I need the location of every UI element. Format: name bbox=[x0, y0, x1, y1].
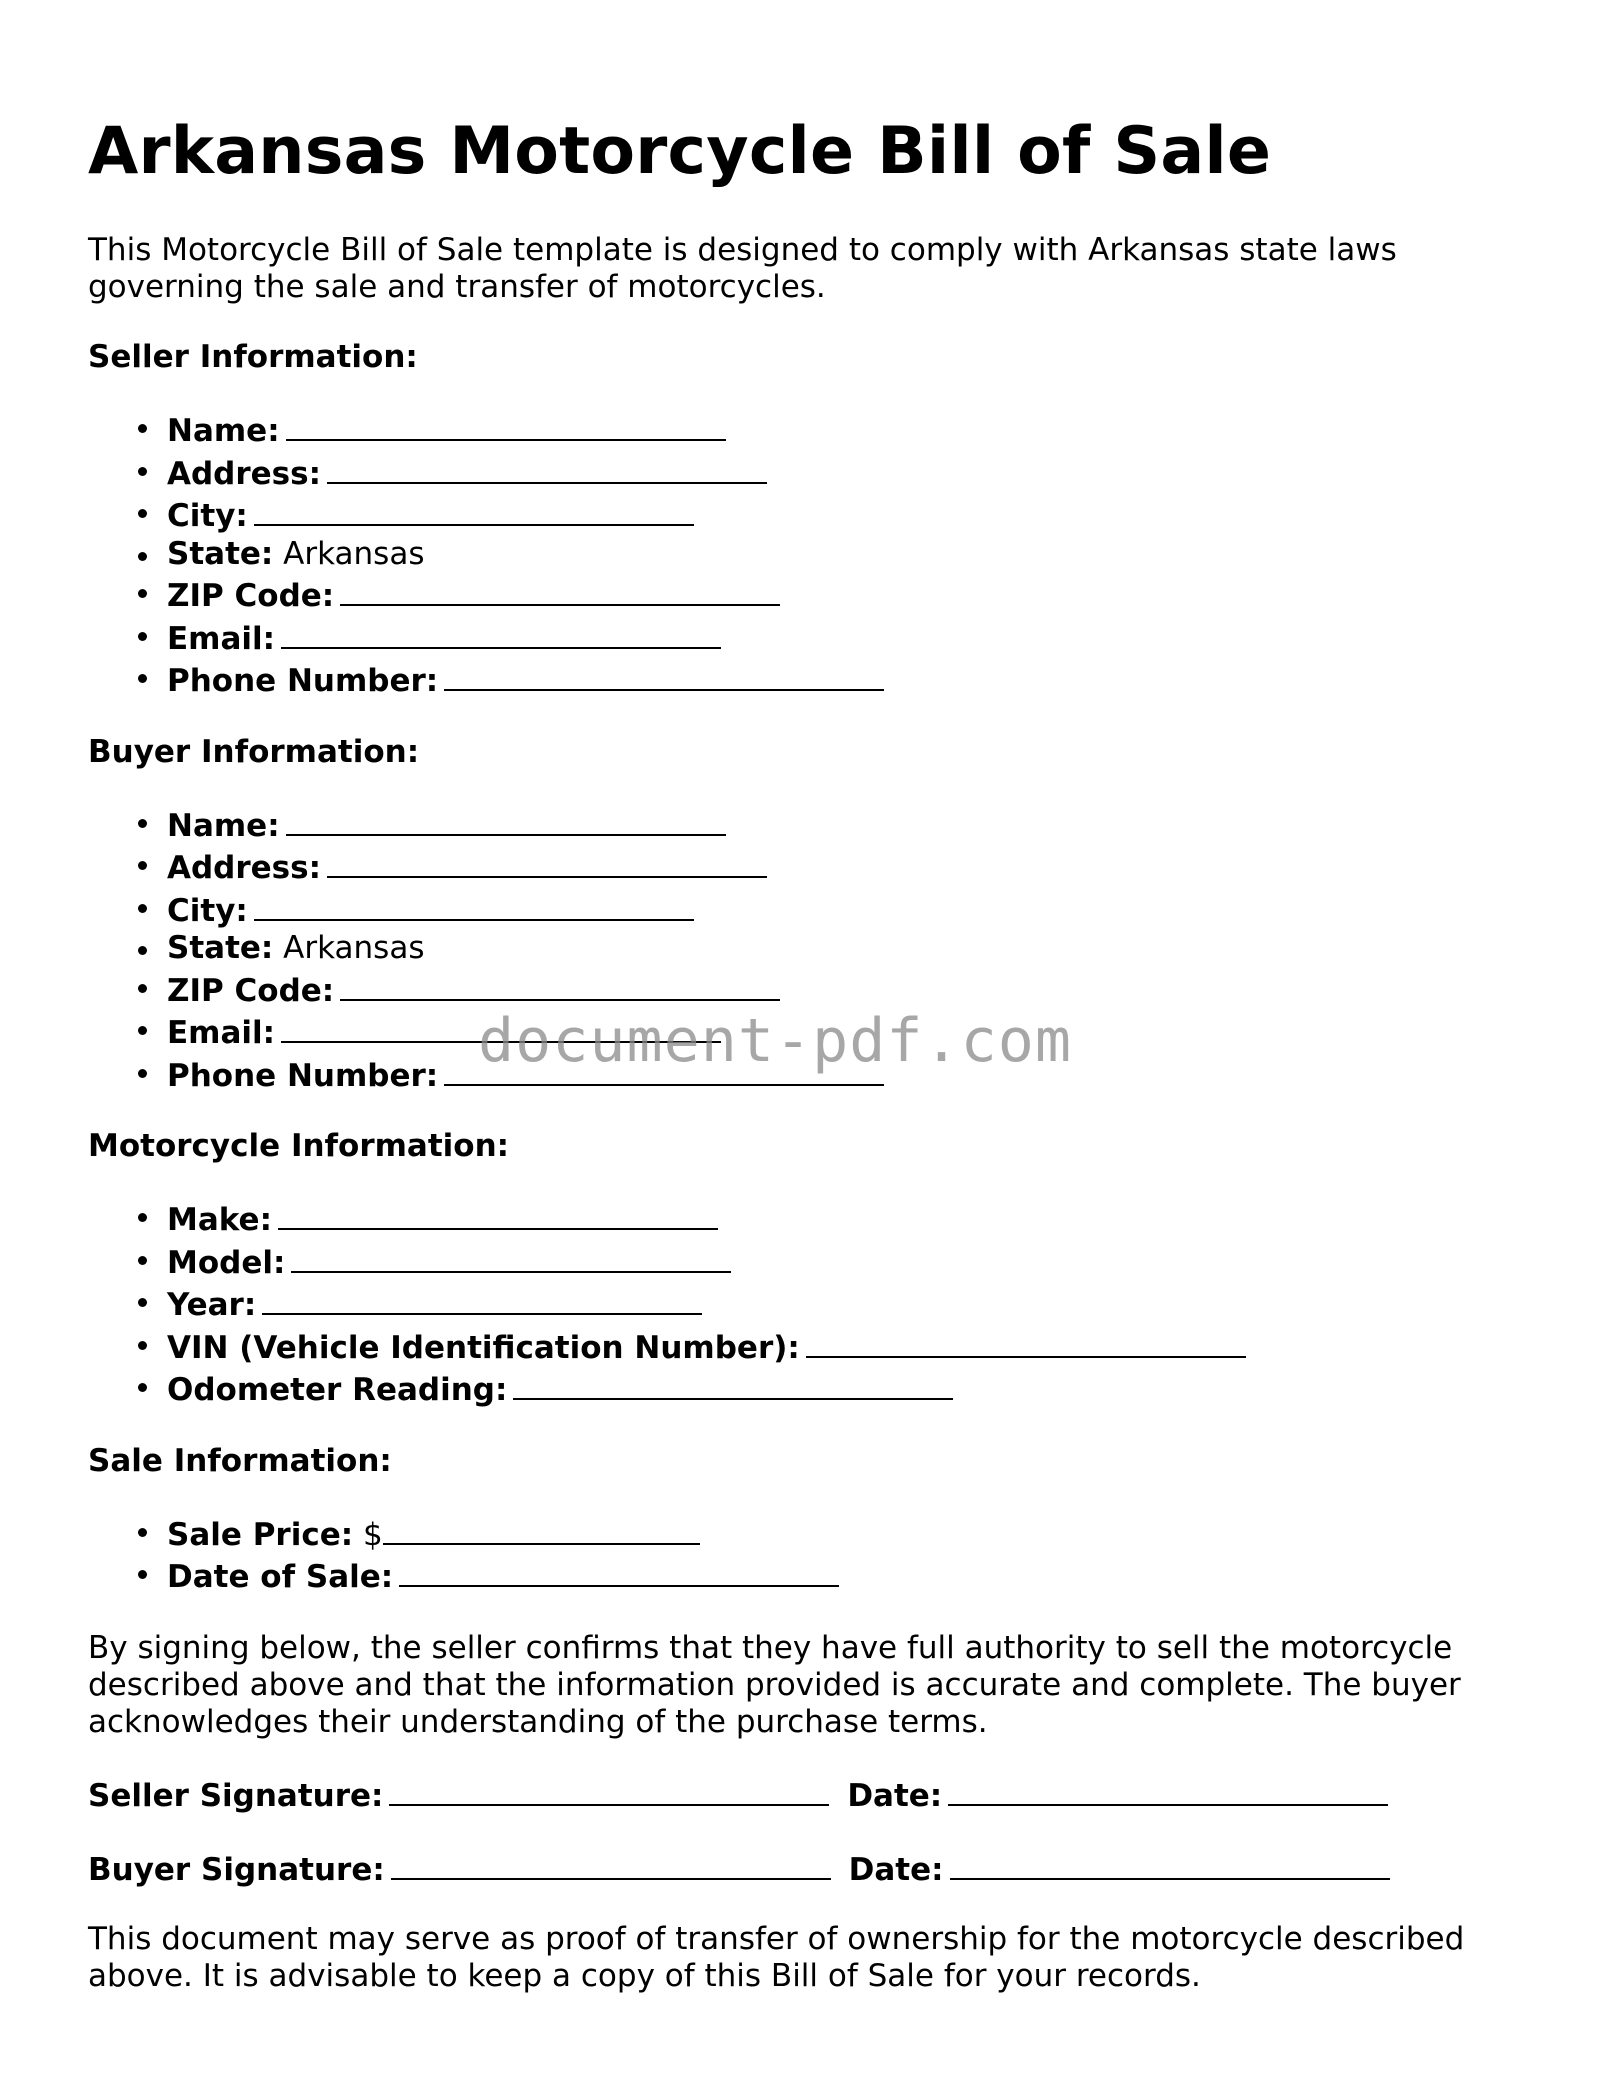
field-label: Email: bbox=[167, 1015, 276, 1051]
field-label: City: bbox=[167, 892, 248, 929]
seller-email-item bbox=[167, 616, 1528, 659]
sale-section-heading: Sale Information: bbox=[88, 1442, 392, 1479]
vin-field[interactable] bbox=[806, 1325, 1246, 1358]
field-label: Model: bbox=[167, 1244, 286, 1281]
seller-signature-label: Seller Signature: bbox=[88, 1777, 384, 1814]
watermark: document-pdf.com bbox=[478, 1006, 1072, 1076]
sale-date-item bbox=[167, 1554, 1528, 1597]
buyer-signature-line bbox=[88, 1847, 1528, 1889]
field-label: Sale Price: bbox=[167, 1516, 354, 1553]
buyer-address-field[interactable] bbox=[327, 845, 767, 878]
seller-info-list bbox=[88, 408, 1528, 701]
seller-name-field[interactable] bbox=[286, 408, 726, 441]
sale-date-field[interactable] bbox=[399, 1554, 839, 1587]
field-label: Phone Number: bbox=[167, 663, 439, 699]
motorcycle-section-heading: Motorcycle Information: bbox=[88, 1128, 510, 1164]
seller-phone-item bbox=[167, 658, 1528, 701]
buyer-date-field[interactable] bbox=[950, 1847, 1390, 1880]
field-label: State: bbox=[167, 930, 274, 966]
seller-city-field[interactable] bbox=[254, 493, 694, 526]
buyer-signature-label: Buyer Signature: bbox=[88, 1851, 385, 1888]
buyer-city-field[interactable] bbox=[254, 888, 694, 921]
field-label: Address: bbox=[167, 850, 321, 886]
field-label: VIN (Vehicle Identification Number): bbox=[167, 1329, 800, 1366]
field-label: Email: bbox=[167, 620, 276, 657]
make-field[interactable] bbox=[278, 1197, 718, 1230]
field-label: Odometer Reading: bbox=[167, 1372, 508, 1408]
seller-state-item bbox=[167, 536, 1528, 574]
seller-zip-field[interactable] bbox=[340, 573, 780, 606]
vin-item bbox=[167, 1325, 1528, 1368]
year-item bbox=[167, 1282, 1528, 1325]
seller-address-field[interactable] bbox=[327, 451, 767, 484]
buyer-city-item bbox=[167, 888, 1528, 931]
buyer-zip-item bbox=[167, 968, 1528, 1011]
make-item bbox=[167, 1197, 1528, 1240]
seller-address-item bbox=[167, 451, 1528, 494]
seller-city-item bbox=[167, 493, 1528, 536]
field-label: ZIP Code: bbox=[167, 972, 335, 1009]
model-item bbox=[167, 1240, 1528, 1283]
buyer-state-value: Arkansas bbox=[283, 930, 425, 966]
sale-price-field[interactable] bbox=[383, 1512, 700, 1545]
closing-paragraph: This document may serve as proof of transfer of ownership for the motorcycle described above. It is advisable to keep a copy of this Bill of Sale for your records. bbox=[88, 1920, 1465, 1994]
field-label: Year: bbox=[167, 1287, 257, 1323]
field-label: Phone Number: bbox=[167, 1057, 439, 1094]
buyer-name-field[interactable] bbox=[286, 803, 726, 836]
year-field[interactable] bbox=[262, 1282, 702, 1315]
buyer-state-item bbox=[167, 930, 1528, 968]
field-label: City: bbox=[167, 498, 248, 534]
document-title: Arkansas Motorcycle Bill of Sale bbox=[88, 114, 1272, 189]
model-field[interactable] bbox=[291, 1240, 731, 1273]
seller-zip-item bbox=[167, 573, 1528, 616]
field-label: Name: bbox=[167, 413, 280, 449]
confirmation-paragraph: By signing below, the seller confirms that they have full authority to sell the motorcycle described above and that the information provided is accurate and complete. The buyer acknowledges their understanding of the purchase terms. bbox=[88, 1629, 1461, 1740]
field-label: Name: bbox=[167, 807, 280, 844]
buyer-address-item bbox=[167, 845, 1528, 888]
field-label: Address: bbox=[167, 455, 321, 492]
sale-info-list bbox=[88, 1512, 1528, 1597]
currency-symbol: $ bbox=[362, 1516, 383, 1553]
field-label: State: bbox=[167, 535, 274, 572]
buyer-signature-field[interactable] bbox=[391, 1847, 831, 1880]
seller-date-field[interactable] bbox=[948, 1773, 1388, 1806]
field-label: Make: bbox=[167, 1202, 272, 1238]
intro-paragraph: This Motorcycle Bill of Sale template is designed to comply with Arkansas state laws governing the sale and transfer of motorcycles. bbox=[88, 232, 1397, 305]
field-label: Date of Sale: bbox=[167, 1559, 394, 1595]
buyer-name-item bbox=[167, 803, 1528, 846]
seller-section-heading: Seller Information: bbox=[88, 339, 418, 375]
odometer-field[interactable] bbox=[513, 1367, 953, 1400]
seller-date-label: Date: bbox=[847, 1777, 943, 1814]
buyer-date-label: Date: bbox=[848, 1851, 944, 1888]
seller-phone-field[interactable] bbox=[444, 658, 884, 691]
field-label: ZIP Code: bbox=[167, 578, 335, 614]
motorcycle-info-list bbox=[88, 1197, 1528, 1410]
seller-signature-field[interactable] bbox=[389, 1773, 829, 1806]
buyer-section-heading: Buyer Information: bbox=[88, 733, 420, 770]
odometer-item bbox=[167, 1367, 1528, 1410]
seller-name-item bbox=[167, 408, 1528, 451]
seller-signature-line bbox=[88, 1773, 1528, 1815]
seller-email-field[interactable] bbox=[281, 616, 721, 649]
buyer-zip-field[interactable] bbox=[340, 968, 780, 1001]
sale-price-item bbox=[167, 1512, 1528, 1555]
seller-state-value: Arkansas bbox=[283, 535, 425, 572]
